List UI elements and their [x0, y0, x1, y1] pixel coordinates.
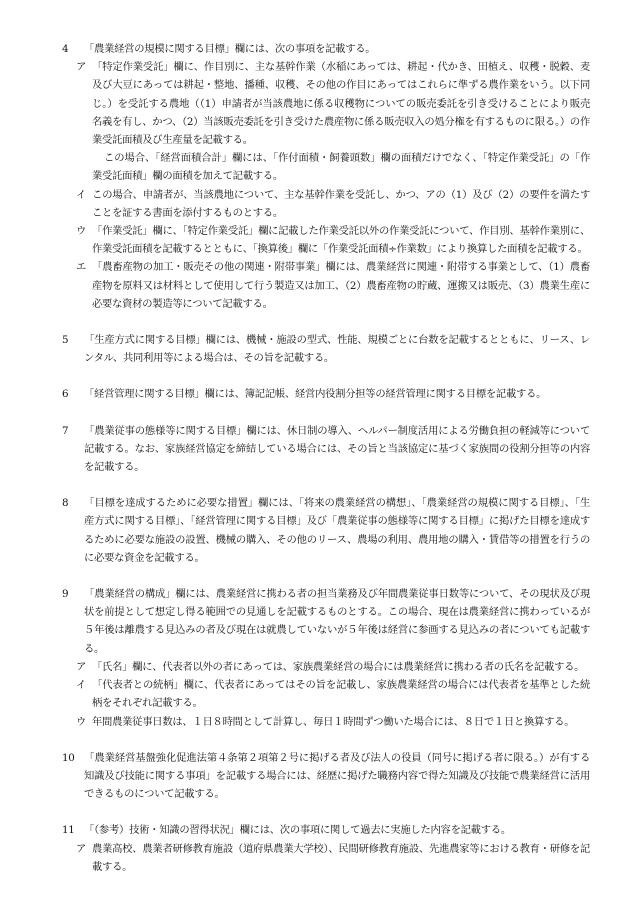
item-text: 年間農業従事日数は、１日８時間として計算し、毎日１時間ずつ働いた場合には、８日で１日と換算する。 — [92, 715, 575, 728]
item-text: 「氏名」欄に、代表者以外の者にあっては、家族農業経営の場合には農業経営に携わる者の氏名を記載する。 — [92, 660, 585, 673]
section-text: 「農業従事の態様等に関する目標」欄には、休日制の導入、ヘルパー制度活用による労働負担の軽減等について記載する。なお、家族経営協定を締結している場合には、その旨と当該協定に基づく家族間の役割分担等の内容を記載する。 — [84, 424, 590, 474]
section-text: 「目標を達成するために必要な措置」欄には、「将来の農業経営の構想」、「農業経営の規模に関する目標」、「生産方式に関する目標」、「経営管理に関する目標」及び「農業従事の態様等に関する目標」に掲げた目標を達成するために必要な施設の設置、機械の購入、その他のリース、農場の利用、農用地の購入・賃借等の措置を行うのに必要な資金を記載する。 — [84, 497, 590, 564]
section-10 — [62, 749, 590, 804]
section-number: 11 — [62, 824, 75, 837]
section-8 — [62, 494, 590, 567]
list-item — [62, 186, 590, 222]
section-4 — [62, 40, 590, 313]
item-label: エ — [76, 261, 87, 274]
section-text: 「農業経営の構成」欄には、農業経営に携わる者の担当業務及び年間農業従事日数等について、その現状及び現状を前提として想定し得る範囲での見通しを記載するものとする。この場合、現在は農業経営に携わっているが５年後は離農する見込みの者及び現在は就農していないが５年後は経営に参画する見込みの者についても記載する。 — [84, 588, 590, 655]
list-item — [62, 258, 590, 313]
item-text: 「農畜産物の加工・販売その他の関連・附帯事業」欄には、農業経営に関連・附帯する事業として、（1）農畜産物を原料又は材料として使用して行う製造又は加工、（2）農畜産物の貯蔵、運搬又は販売、（3）農業生産に必要な資材の製造等について記載する。 — [92, 261, 590, 310]
list-item — [62, 658, 590, 676]
section-heading — [62, 749, 590, 804]
section-number: 10 — [62, 751, 75, 764]
item-label: ウ — [76, 225, 87, 238]
section-heading — [62, 494, 590, 567]
section-heading — [62, 385, 590, 403]
section-heading — [62, 821, 590, 839]
item-text: この場合、「経営面積合計」欄には、「作付面積・飼養頭数」欄の面積だけでなく、「特定作業受託」の「作業受託面積」欄の面積を加えて記載する。 — [92, 152, 590, 183]
continuation-paragraph — [62, 149, 590, 185]
section-text: 「（参考）技術・知識の習得状況」欄には、次の事項に関して過去に実施した内容を記載する。 — [84, 824, 511, 837]
item-label: ウ — [76, 715, 87, 728]
section-11 — [62, 821, 590, 876]
section-number: 7 — [62, 424, 69, 437]
section-number: 8 — [62, 497, 69, 510]
item-text: この場合、申請者が、当該農地について、主な基幹作業を受託し、かつ、アの（1）及び（2）の要件を満たすことを証する書面を添付するものとする。 — [92, 188, 590, 219]
document-page — [62, 40, 590, 894]
item-label: ア — [76, 660, 87, 673]
item-text: 農業高校、農業者研修教育施設（道府県農業大学校）、民間研修教育施設、先進農家等における教育・研修を記載する。 — [92, 842, 590, 873]
item-text: 「代表者との続柄」欄に、代表者にあってはその旨を記載し、家族農業経営の場合には代表者を基準とした続柄をそれぞれ記載する。 — [92, 679, 590, 710]
section-9 — [62, 585, 590, 731]
item-label: ア — [76, 61, 87, 74]
item-label: イ — [76, 679, 87, 692]
section-text: 「経営管理に関する目標」欄には、簿記記帳、経営内役割分担等の経営管理に関する目標を記載する。 — [84, 388, 547, 401]
section-text: 「農業経営の規模に関する目標」欄には、次の事項を記載する。 — [84, 43, 376, 55]
section-heading — [62, 422, 590, 477]
list-item — [62, 58, 590, 149]
section-5 — [62, 331, 590, 367]
section-text: 「生産方式に関する目標」欄には、機械・施設の型式、性能、規模ごとに台数を記載するとともに、リース、レンタル、共同利用等による場合は、その旨を記載する。 — [84, 334, 590, 365]
section-number: 5 — [62, 334, 69, 347]
list-item — [62, 713, 590, 731]
section-7 — [62, 422, 590, 477]
list-item — [62, 676, 590, 712]
section-text: 「農業経営基盤強化促進法第４条第２項第２号に掲げる者及び法人の役員（同号に掲げる者に限る。）が有する知識及び技能に関する事項」を記載する場合には、経歴に掲げた職務内容で得た知識及び技能で農業経営に活用できるものについて記載する。 — [84, 751, 590, 801]
section-number: 4 — [62, 43, 69, 55]
section-heading — [62, 331, 590, 367]
section-number: 9 — [62, 588, 69, 601]
section-heading — [62, 585, 590, 658]
section-number: 6 — [62, 388, 69, 401]
item-text: 「作業受託」欄に、「特定作業受託」欄に記載した作業受託以外の作業受託について、作目別、基幹作業別に、作業受託面積を記載するとともに、「換算後」欄に「作業受託面積÷作業数」により換算した面積を記載する。 — [92, 225, 590, 256]
item-text: 「特定作業受託」欄に、作目別に、主な基幹作業（水稲にあっては、耕起・代かき、田植え、収穫・脱穀、麦及び大豆にあっては耕起・整地、播種、収穫、その他の作目にあってはこれらに準ずる農作業をいう。以下同じ。）を受託する農地（（1）申請者が当該農地に係る収穫物についての販売委託を引き受けることにより販売名義を有し、かつ、（2）当該販売委託を引き受けた農産物に係る販売収入の処分権を有するものに限る。）の作業受託面積及び生産量を記載する。 — [92, 61, 590, 147]
list-item — [62, 222, 590, 258]
section-6 — [62, 385, 590, 403]
item-label: ア — [76, 842, 87, 855]
section-heading — [62, 40, 590, 58]
item-label: イ — [76, 188, 87, 201]
list-item — [62, 840, 590, 876]
